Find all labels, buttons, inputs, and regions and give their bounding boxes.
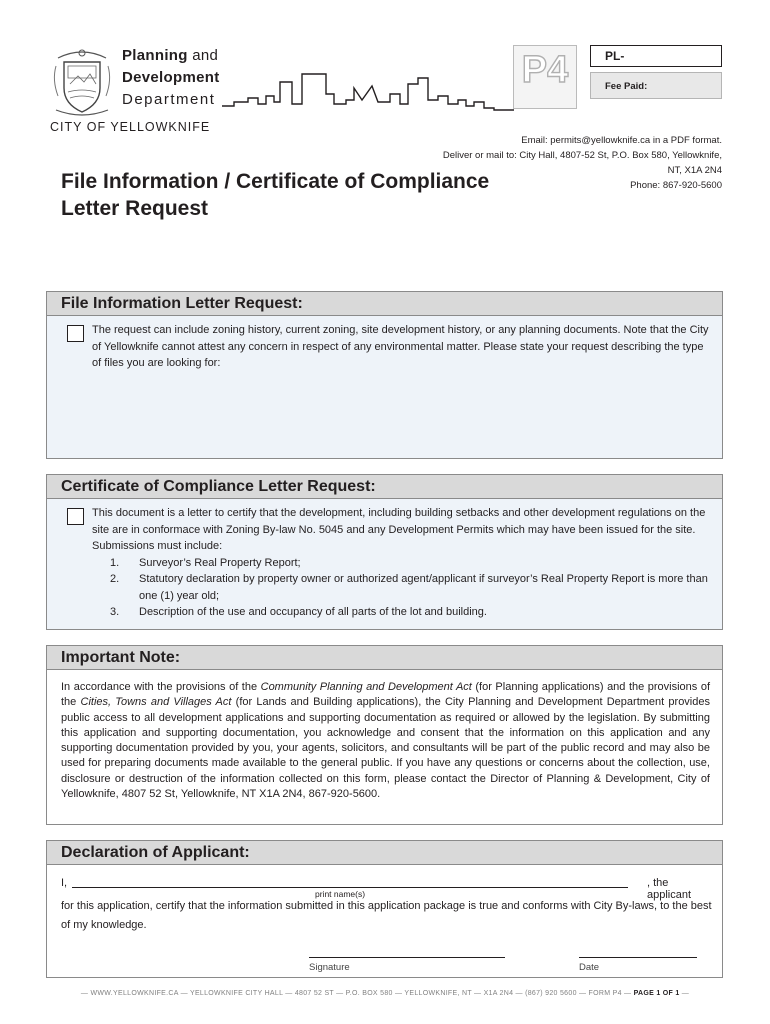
compliance-section <box>46 474 723 630</box>
declaration-section <box>46 840 723 978</box>
print-name-field[interactable] <box>72 887 628 888</box>
file-info-body <box>47 316 722 372</box>
file-info-text: The request can include zoning history, current zoning, site development history, or any planning documents. Note that the City of Yellowknife cannot attest any concern in respect of any environmental matter. Please state your request describing the type of files you are looking for: <box>92 324 709 369</box>
date-field[interactable] <box>579 957 697 958</box>
list-item: 1. Surveyor’s Real Property Report; <box>110 556 301 569</box>
list-item: 3. Description of the use and occupancy of all parts of the lot and building. <box>110 606 487 618</box>
page-footer: — WWW.YELLOWKNIFE.CA — YELLOWKNIFE CITY HALL — 4807 52 ST — P.O. BOX 580 — YELLOWKNIFE, NT — X1A 2N4 — (867) 920 5600 — FORM P4 — PAGE 1 OF 1 — <box>80 990 690 997</box>
compliance-text: This document is a letter to certify that the development, including building setbacks and other development regulations on the site are in conformace with Zoning By-law No. 5045 and any Development Permits which may have been issued for the site. Submissions must include: <box>92 507 706 552</box>
important-note-text: In accordance with the provisions of the Community Planning and Development Act (for Planning applications) and the provisions of the Cities, Towns and Villages Act (for Lands and Building applications), the City Planning and Development Department provides public access to all development applications and supporting documentation as required or allowed by the legislation. By submitting this application and supporting documentation, you acknowledge and consent that the information on this application and any supporting documentation provided by you, your agents, solicitors, and consultants will be part of the public record and may also be used for preparing documents made available to the general public. If you have any questions or concerns about the collection, use, disclosure or destruction of the information collected on this form, please contact the Director of Planning & Development, City of Yellowknife, 4807 52 St, Yellowknife, NT X1A 2N4, 867-920-5600. <box>61 681 711 801</box>
declaration-heading: Declaration of Applicant: <box>47 841 722 865</box>
file-info-checkbox[interactable] <box>67 325 84 342</box>
compliance-checkbox[interactable] <box>67 508 84 525</box>
file-number-field[interactable]: PL- <box>590 45 722 67</box>
contact-mail-line1: Deliver or mail to: City Hall, 4807-52 St, P.O. Box 580, Yellowknife, <box>442 150 722 161</box>
department-logo <box>44 40 584 135</box>
page-title <box>61 168 489 222</box>
print-name-label: print name(s) <box>315 889 366 899</box>
page-title-line2: Letter Request <box>61 197 209 220</box>
dept-name-line1: Planning and <box>122 47 219 64</box>
applicant-label: , the applicant <box>647 877 692 901</box>
city-name: CITY OF YELLOWKNIFE <box>50 120 211 134</box>
dept-name-line2: Development <box>122 69 220 86</box>
dept-name-line3: Department <box>122 91 216 108</box>
date-label: Date <box>579 962 600 973</box>
important-note-section <box>46 645 723 825</box>
list-item: 2. Statutory declaration by property owner or authorized agent/applicant if surveyor’s Real Property Report is more than one (1) year old; <box>110 573 708 602</box>
declaration-text: for this application, certify that the information submitted in this application package is true and conforms with City By-laws, to the best of my knowledge. <box>61 900 712 931</box>
contact-mail-line2: NT, X1A 2N4 <box>667 165 722 176</box>
important-note-heading: Important Note: <box>47 646 722 670</box>
form-code-badge: P4 <box>513 45 577 109</box>
city-crest-icon <box>50 44 114 118</box>
declaration-body <box>47 865 722 975</box>
fee-paid-field[interactable]: Fee Paid: <box>590 72 722 99</box>
signature-label: Signature <box>309 962 350 973</box>
file-info-heading: File Information Letter Request: <box>47 292 722 316</box>
declaration-i-label: I, <box>61 877 68 889</box>
compliance-heading: Certificate of Compliance Letter Request: <box>47 475 722 499</box>
contact-phone: Phone: 867-920-5600 <box>630 180 722 191</box>
signature-field[interactable] <box>309 957 505 958</box>
page-title-line1: File Information / Certificate of Compliance <box>61 170 490 193</box>
compliance-body <box>47 499 722 621</box>
requirements-list <box>47 555 712 621</box>
contact-email: Email: permits@yellowknife.ca in a PDF format. <box>521 135 722 146</box>
file-info-section <box>46 291 723 459</box>
